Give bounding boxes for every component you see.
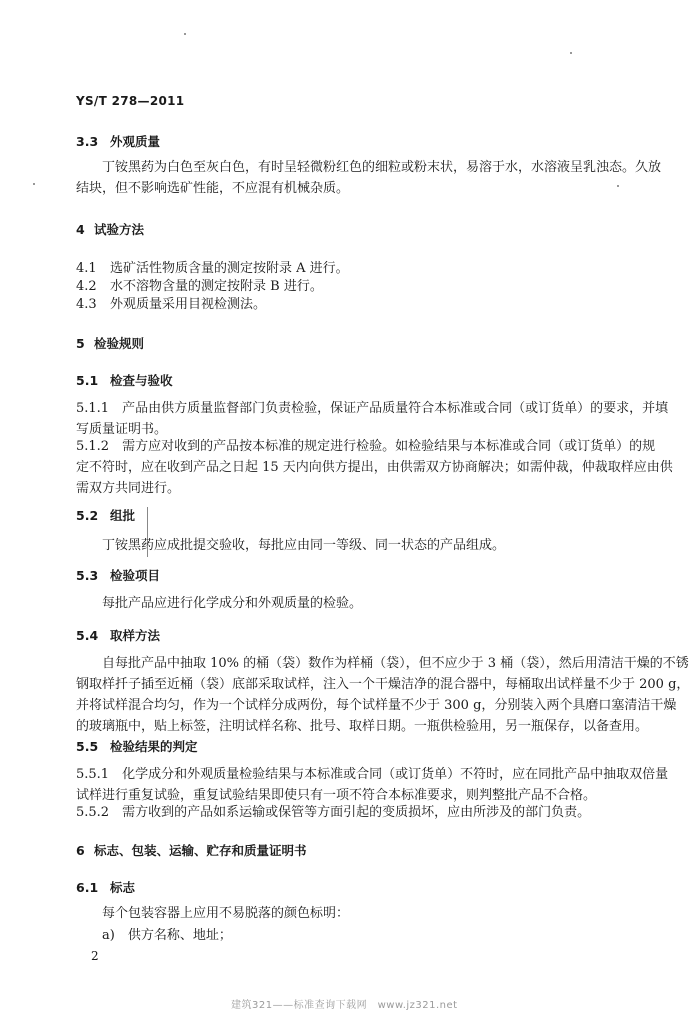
text-line: 丁铵黑药为白色至灰白色，有时呈轻微粉红色的细粒或粉末状，易溶于水，水溶液呈乳浊态。久放 <box>102 160 662 175</box>
list-item-a: a) 供方名称、地址； <box>102 928 232 943</box>
clause-5-1-2 <box>76 436 673 499</box>
section-number: 6 <box>76 843 85 858</box>
page-number: 2 <box>91 949 99 963</box>
text-line: 需双方共同进行。 <box>76 481 181 496</box>
section-5-5-heading <box>76 739 198 755</box>
clause-5-1-1 <box>76 398 669 440</box>
item-text: 水不溶物含量的测定按附录 B 进行。 <box>110 279 323 294</box>
section-title: 取样方法 <box>110 628 161 643</box>
section-3-3-paragraph <box>76 157 662 199</box>
item-text: 外观质量采用目视检测法。 <box>110 297 267 312</box>
section-number: 5.1 <box>76 373 99 388</box>
section-number: 5.4 <box>76 628 99 643</box>
clause-5-5-1 <box>76 764 669 806</box>
section-3-3-heading <box>76 134 160 150</box>
section-6-1-text: 每个包装容器上应用不易脱落的颜色标明： <box>102 906 350 921</box>
section-6-heading <box>76 843 307 859</box>
section-4-list <box>76 260 349 314</box>
item-text: 选矿活性物质含量的测定按附录 A 进行。 <box>110 261 349 276</box>
section-5-3-text: 每批产品应进行化学成分和外观质量的检验。 <box>102 596 363 611</box>
text-line: 自每批产品中抽取 10% 的桶（袋）数作为样桶（袋），但不应少于 3 桶（袋），然后用清洁干燥的不锈 <box>102 656 689 671</box>
section-5-4-heading <box>76 628 160 644</box>
scan-speck <box>184 33 186 35</box>
text-line: 5.5.1 化学成分和外观质量检验结果与本标准或合同（或订货单）不符时，应在同批产品中抽取双倍量 <box>76 767 669 782</box>
section-title: 检验结果的判定 <box>110 739 198 754</box>
text-line: 定不符时，应在收到产品之日起 15 天内向供方提出，由供需双方协商解决；如需仲裁，仲裁取样应由供 <box>76 460 673 475</box>
text-line: 5.1.2 需方应对收到的产品按本标准的规定进行检验。如检验结果与本标准或合同（或订货单）的规 <box>76 439 656 454</box>
section-title: 标志 <box>110 880 136 895</box>
item-number: 4.2 <box>76 279 97 294</box>
section-5-2-text: 丁铵黑药应成批提交验收，每批应由同一等级、同一状态的产品组成。 <box>102 538 506 553</box>
section-5-2-heading <box>76 508 135 524</box>
section-number: 5.2 <box>76 508 99 523</box>
section-6-1-heading <box>76 880 135 896</box>
section-number: 3.3 <box>76 134 99 149</box>
list-item <box>76 260 349 278</box>
section-number: 4 <box>76 222 85 237</box>
section-title: 试验方法 <box>94 222 145 237</box>
section-5-4-paragraph <box>76 653 689 737</box>
section-5-3-heading <box>76 568 160 584</box>
item-number: 4.3 <box>76 297 97 312</box>
section-title: 检验规则 <box>94 336 145 351</box>
text-line: 5.1.1 产品由供方质量监督部门负责检验，保证产品质量符合本标准或合同（或订货单）的要求，并填 <box>76 401 669 416</box>
section-title: 检查与验收 <box>110 373 173 388</box>
section-5-heading <box>76 336 144 352</box>
section-title: 外观质量 <box>110 134 161 149</box>
item-number: 4.1 <box>76 261 97 276</box>
scan-speck <box>570 52 572 54</box>
text-line: 的玻璃瓶中，贴上标签，注明试样名称、批号、取样日期。一瓶供检验用，另一瓶保存，以备查用。 <box>76 719 649 734</box>
section-number: 5.3 <box>76 568 99 583</box>
section-4-heading <box>76 222 144 238</box>
standard-number: YS/T 278—2011 <box>76 94 185 108</box>
text-line: 结块，但不影响选矿性能，不应混有机械杂质。 <box>76 181 350 196</box>
list-item <box>76 296 349 314</box>
scan-speck <box>33 183 35 185</box>
section-number: 5 <box>76 336 85 351</box>
text-line: 钢取样扦子插至近桶（袋）底部采取试样，注入一个干燥洁净的混合器中，每桶取出试样量不少于 200 g， <box>76 677 689 692</box>
clause-5-5-2 <box>76 802 628 823</box>
section-5-1-heading <box>76 373 173 389</box>
text-line: 试样进行重复试验，重复试验结果即使只有一项不符合本标准要求，则判整批产品不合格。 <box>76 788 597 803</box>
section-title: 检验项目 <box>110 568 161 583</box>
section-number: 6.1 <box>76 880 99 895</box>
list-item <box>76 278 349 296</box>
scan-speck <box>617 185 619 187</box>
text-line: 5.5.2 需方收到的产品如系运输或保管等方面引起的变质损坏，应由所涉及的部门负责。 <box>76 805 591 820</box>
section-number: 5.5 <box>76 739 99 754</box>
section-title: 组批 <box>110 508 136 523</box>
text-line: 写质量证明书。 <box>76 422 168 437</box>
section-title: 标志、包装、运输、贮存和质量证明书 <box>94 843 307 858</box>
footer-watermark: 建筑321——标准查询下载网 www.jz321.net <box>231 1000 458 1011</box>
text-line: 并将试样混合均匀，作为一个试样分成两份，每个试样量不少于 300 g，分别装入两个具磨口塞清洁干燥 <box>76 698 677 713</box>
